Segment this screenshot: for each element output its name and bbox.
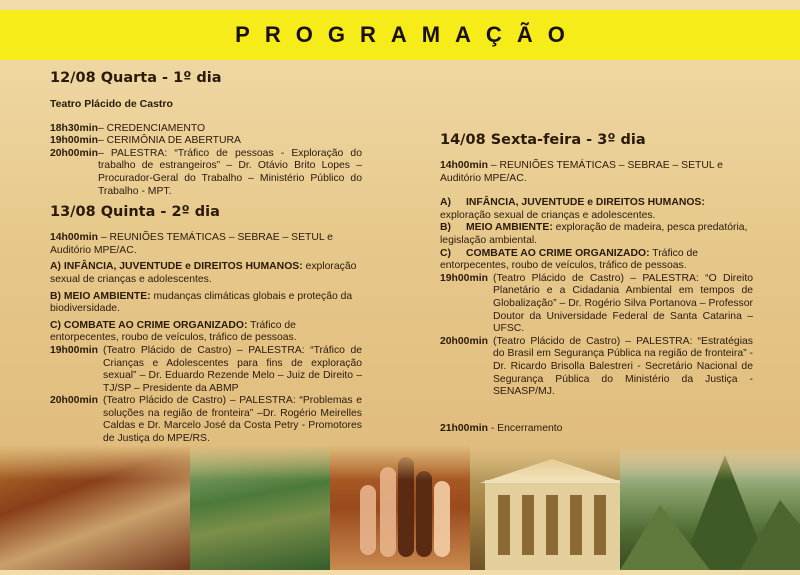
topic-text: mudanças climáticas globais e proteção da biodiversidade. (50, 290, 353, 315)
entry-text: (Teatro Plácido de Castro) – PALESTRA: “O Direito Planetário e a Cidadania Ambiental em tempos de Globalização” – Dr. Rogério Silva Portanova – Professor Doutor da Universidade Federal de Santa Catarina – UFSC. (493, 272, 753, 335)
closing-entry (440, 423, 753, 436)
closing-text: - Encerramento (487, 422, 563, 434)
right-column (440, 130, 753, 435)
day3-topic (440, 222, 753, 247)
entry-time: 19h00min (440, 272, 488, 284)
schedule-entry (440, 336, 753, 399)
entry-time: 19h00min (50, 344, 98, 356)
entry-time: 20h00min (50, 395, 98, 407)
mountain-illustration (620, 445, 800, 570)
topic-letter: B) (440, 222, 451, 234)
day2-topic (50, 291, 362, 316)
entry-time: 19h00min (50, 135, 98, 147)
day2-heading: 13/08 Quinta - 2º dia (50, 204, 220, 221)
topic-label: B) MEIO AMBIENTE: (50, 290, 151, 302)
day3-intro (440, 160, 753, 185)
day1-venue: Teatro Plácido de Castro (50, 98, 173, 110)
intro-text: – REUNIÕES TEMÁTICAS – SEBRAE – SETUL e Auditório MPE/AC. (50, 232, 333, 256)
day1-schedule (50, 123, 362, 199)
photo-collage (0, 445, 800, 570)
hands-illustration (330, 445, 480, 570)
page-title: PROGRAMAÇÃO (235, 22, 580, 47)
day3-topic (440, 197, 753, 222)
topic-letter: A) (440, 197, 451, 209)
day3-schedule (440, 273, 753, 399)
intro-time: 14h00min (440, 160, 488, 171)
topic-label: A) INFÂNCIA, JUVENTUDE e DIREITOS HUMANOS: (50, 261, 303, 273)
day1-heading: 12/08 Quarta - 1º dia (50, 70, 222, 86)
mountain-ruins-photo (620, 445, 800, 570)
schedule-entry (440, 273, 753, 336)
intro-text: – REUNIÕES TEMÁTICAS – SEBRAE – SETUL e Auditório MPE/AC. (440, 160, 723, 184)
day2-schedule (50, 345, 362, 446)
entry-time: 18h30min (50, 122, 98, 134)
topic-text: exploração sexual de crianças e adolescentes. (440, 209, 656, 221)
topic-text: Tráfico de entorpecentes, roubo de veículos, tráfico de pessoas. (50, 319, 297, 344)
building-illustration (470, 445, 635, 570)
entry-text: – CERIMÔNIA DE ABERTURA (97, 135, 241, 147)
entry-text: – CREDENCIAMENTO (97, 122, 206, 134)
day2-topic (50, 261, 362, 286)
river-landscape-photo (190, 445, 350, 570)
entry-text: (Teatro Plácido de Castro) – PALESTRA: “Problemas e soluções na região de fronteira” –Dr. Rogério Meirelles Caldas e Dr. Marcelo José da Costa Petry - Promotores de Justiça do MPE/RS. (103, 395, 362, 445)
schedule-entry (50, 135, 362, 148)
entry-time: 20h00min (440, 335, 488, 347)
schedule-entry (50, 123, 362, 136)
topic-label: MEIO AMBIENTE: (466, 222, 553, 234)
theatre-building-photo (470, 445, 635, 570)
closing-time: 21h00min (440, 422, 488, 434)
day3-topic (440, 248, 753, 273)
schedule-entry (50, 395, 362, 445)
day2-topic (50, 320, 362, 345)
raised-hands-photo (330, 445, 480, 570)
topic-label: COMBATE AO CRIME ORGANIZADO: (466, 247, 650, 259)
entry-text: (Teatro Plácido de Castro) – PALESTRA: “Tráfico de Crianças e Adolescentes para fins de exploração sexual” – Dr. Eduardo Rezende Melo – Juiz de Direito – TJ/SP – Presidente da ABMP (103, 344, 362, 394)
topic-text: exploração sexual de crianças e adolescentes. (50, 261, 357, 285)
topic-text: exploração de madeira, pesca predatória, legislação ambiental. (440, 222, 748, 246)
topic-label: C) COMBATE AO CRIME ORGANIZADO: (50, 319, 248, 331)
entry-text: (Teatro Plácido de Castro) – PALESTRA: “Estratégias do Brasil em Segurança Pública na região de fronteira” - Dr. Ricardo Brisolla Balestreri - Secretário Nacional de Segurança Pública do Ministério da Justiça - SENASP/MJ. (493, 335, 753, 398)
entry-time: 20h00min (50, 147, 98, 159)
dancers-photo (0, 445, 210, 570)
schedule-entry (50, 345, 362, 395)
topic-text: Tráfico de entorpecentes, roubo de veículos, tráfico de pessoas. (440, 247, 699, 272)
left-column (50, 68, 362, 446)
day2-intro (50, 232, 362, 257)
intro-time: 14h00min (50, 232, 98, 244)
schedule-entry (50, 148, 362, 198)
topic-letter: C) (440, 247, 451, 259)
topic-label: INFÂNCIA, JUVENTUDE e DIREITOS HUMANOS: (466, 197, 705, 209)
entry-text: – PALESTRA: “Tráfico de pessoas - Exploração do trabalho de estrangeiros” – Dr. Otávio Brito Lopes – Procurador-Geral do Trabalho – Ministério Público do Trabalho - MPT. (97, 147, 362, 197)
title-banner (0, 10, 800, 60)
day3-heading: 14/08 Sexta-feira - 3º dia (440, 132, 646, 148)
